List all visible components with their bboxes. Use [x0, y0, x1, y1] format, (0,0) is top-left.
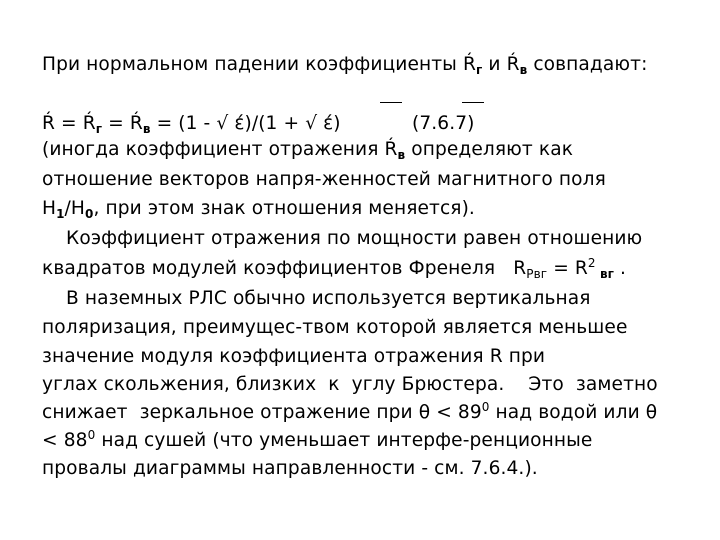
- superscript: 2: [587, 256, 596, 270]
- sqrt-overbar: [462, 102, 484, 103]
- subscript: Pвг: [526, 267, 548, 281]
- line-3-text: (иногда коэффициент отражения Ŕ: [42, 139, 398, 160]
- subscript: в: [142, 122, 151, 136]
- superscript: 0: [87, 428, 96, 442]
- text-line-6: Коэффициент отражения по мощности равен отношению: [42, 228, 643, 249]
- text-line-10: значение модуля коэффициента отражения R при: [42, 346, 546, 367]
- subscript: 0: [85, 207, 94, 221]
- formula-mid: = Ŕ: [102, 113, 143, 134]
- line-1-mid: и Ŕ: [482, 54, 520, 75]
- text-line-13: [42, 428, 592, 454]
- line-7-text: квадратов модулей коэффициентов Френеля R: [42, 258, 527, 279]
- superscript: 0: [481, 400, 490, 414]
- sqrt-overbar: [380, 102, 402, 103]
- text-line-8: В наземных РЛС обычно используется вертикальная: [42, 288, 591, 309]
- text-line-11: углах скольжения, близких к углу Брюстера. Это заметно: [42, 374, 658, 395]
- text-line-12: [42, 400, 657, 426]
- line-12-end: над водой или θ: [489, 402, 658, 423]
- subscript: г: [95, 122, 103, 136]
- text-line-1: [42, 52, 647, 78]
- subscript: г: [476, 63, 483, 77]
- line-3-end: определяют как: [405, 139, 574, 160]
- line-13-end: над сушей (что уменьшает интерфе-ренционные: [95, 430, 593, 451]
- subscript: 1: [56, 207, 65, 221]
- equation-number: [412, 111, 475, 137]
- text-line-3: [42, 137, 573, 163]
- subscript: в: [519, 63, 528, 77]
- text-line-5: [42, 196, 475, 222]
- subscript: вг: [595, 267, 615, 281]
- formula-end: = (1 - √ έ)/(1 + √ έ): [150, 113, 341, 134]
- text-line-9: поляризация, преимущес-твом которой является меньшее: [42, 317, 628, 338]
- equation-number-text: (7.6.7): [412, 113, 475, 134]
- line-7-mid: = R: [547, 258, 588, 279]
- line-5-end: , при этом знак отношения меняется).: [93, 198, 475, 219]
- line-1-text: При нормальном падении коэффициенты Ŕ: [42, 54, 476, 75]
- line-7-end: .: [614, 258, 627, 279]
- line-1-end: совпадают:: [527, 54, 648, 75]
- formula-line: [42, 111, 341, 137]
- line-5-a: H: [42, 198, 57, 219]
- formula-text: Ŕ = Ŕ: [42, 113, 96, 134]
- line-12-text: снижает зеркальное отражение при θ < 89: [42, 402, 482, 423]
- subscript: в: [397, 148, 406, 162]
- text-line-7: [42, 256, 626, 282]
- text-line-4: отношение векторов напря-женностей магнитного поля: [42, 169, 606, 190]
- text-line-14: провалы диаграммы направленности - см. 7.6.4.).: [42, 458, 538, 479]
- line-13-text: < 88: [42, 430, 88, 451]
- line-5-b: /H: [64, 198, 85, 219]
